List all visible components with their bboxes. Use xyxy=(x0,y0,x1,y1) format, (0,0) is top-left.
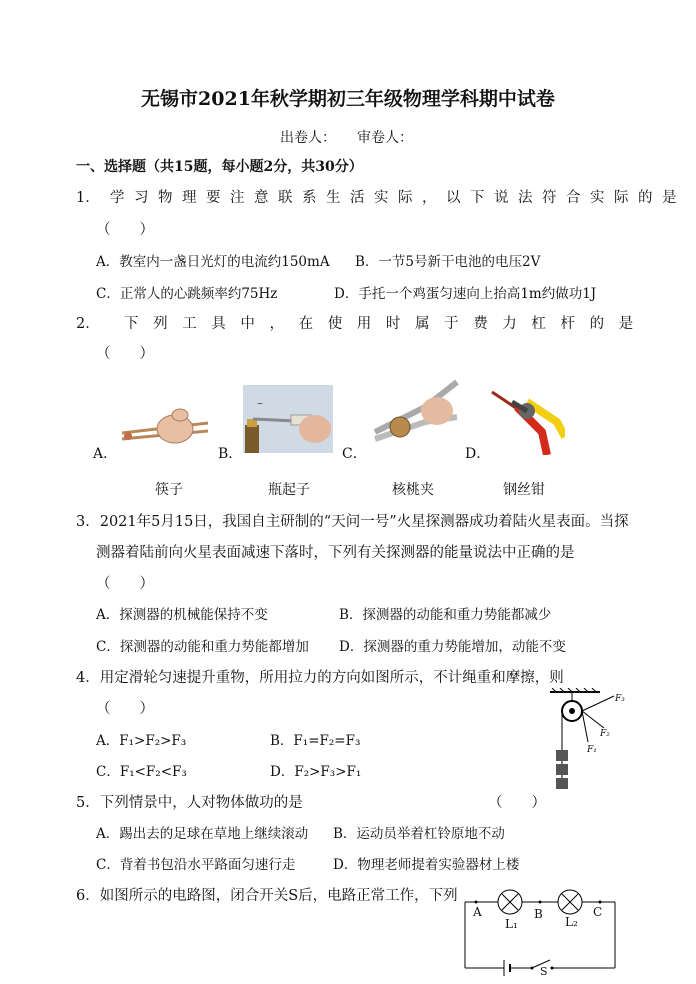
q3-option-c: C．探测器的动能和重力势能都增加 xyxy=(96,639,309,655)
q2-caption-d: 钢丝钳 xyxy=(503,482,545,498)
q5-line1: 5．下列情景中，人对物体做功的是 xyxy=(76,795,303,811)
q2-letter-a: A． xyxy=(93,446,118,462)
q5-option-d: D．物理老师提着实验器材上楼 xyxy=(333,857,520,873)
q1-option-b: B．一节5号新干电池的电压2V xyxy=(355,254,541,270)
reviewer-label: 审卷人： xyxy=(357,130,413,146)
q1-number: 1． xyxy=(76,190,100,206)
q4-line1: 4．用定滑轮匀速提升重物，所用拉力的方向如图所示，不计绳重和摩擦，则 xyxy=(76,670,564,686)
q5-option-c: C．背着书包沿水平路面匀速行走 xyxy=(96,857,296,873)
section-heading: 一、选择题（共15题，每小题2分，共30分） xyxy=(76,159,363,175)
chopsticks-image xyxy=(120,393,210,453)
q4-option-b: B．F₁=F₂=F₃ xyxy=(270,733,361,749)
bottle-opener-image xyxy=(243,385,333,453)
q3-line2: 测器着陆前向火星表面减速下落时，下列有关探测器的能量说法中正确的是 xyxy=(96,545,575,561)
q2-letter-b: B． xyxy=(218,446,243,462)
q3-option-a: A．探测器的机械能保持不变 xyxy=(96,607,268,623)
q3-paren: （ ） xyxy=(96,576,154,592)
q1-option-a: A．教室内一盏日光灯的电流约150mA xyxy=(96,254,330,270)
q6-line1: 6．如图所示的电路图，闭合开关S后，电路正常工作，下列 xyxy=(76,888,458,904)
q2-number: 2． xyxy=(76,316,100,332)
q2-letter-c: C． xyxy=(342,446,367,462)
q5-paren: （ ） xyxy=(488,795,546,811)
label-f2: F₂ xyxy=(600,729,610,739)
circuit-label-s: S xyxy=(540,965,548,978)
page-title: 无锡市2021年秋学期初三年级物理学科期中试卷 xyxy=(141,88,555,110)
q2-stem: 下列工具中，在使用时属于费力杠杆的是 xyxy=(124,316,648,332)
q4-option-a: A．F₁>F₂>F₃ xyxy=(96,733,187,749)
q1-option-c: C．正常人的心跳频率约75Hz xyxy=(96,286,278,302)
q3-option-b: B．探测器的动能和重力势能都减少 xyxy=(339,607,552,623)
label-f1: F₁ xyxy=(587,745,597,755)
pliers-image xyxy=(487,377,565,455)
circuit-label-c: C xyxy=(593,905,603,919)
q3-line1: 3．2021年5月15日，我国自主研制的“天问一号”火星探测器成功着陆火星表面。当探 xyxy=(76,514,629,530)
q2-paren: （ ） xyxy=(96,346,154,362)
circuit-label-a: A xyxy=(473,905,482,919)
q1-paren: （ ） xyxy=(96,222,154,238)
label-f3: F₃ xyxy=(615,694,625,704)
q5-option-a: A．踢出去的足球在草地上继续滚动 xyxy=(96,826,309,842)
svg-text:~: ~ xyxy=(257,399,263,410)
q2-caption-c: 核桃夹 xyxy=(392,482,434,498)
circuit-label-l1: L₁ xyxy=(505,917,518,931)
nutcracker-image xyxy=(365,377,462,455)
q4-option-d: D．F₂>F₃>F₁ xyxy=(270,764,362,780)
circuit-label-b: B xyxy=(534,907,543,921)
author-label: 出卷人： xyxy=(280,130,336,146)
q2-letter-d: D． xyxy=(465,446,491,462)
q1-stem-text: 学习物理要注意联系生活实际，以下说法符合实际的是 xyxy=(110,190,686,206)
q1-stem xyxy=(110,186,686,207)
q1-option-d: D．手托一个鸡蛋匀速向上抬高1m约做功1J xyxy=(334,286,597,302)
q3-option-d: D．探测器的重力势能增加，动能不变 xyxy=(339,639,566,655)
q4-option-c: C．F₁<F₂<F₃ xyxy=(96,764,187,780)
q5-option-b: B．运动员举着杠铃原地不动 xyxy=(333,826,505,842)
circuit-label-l2: L₂ xyxy=(565,915,578,929)
q4-paren: （ ） xyxy=(96,701,154,717)
q2-caption-b: 瓶起子 xyxy=(268,482,310,498)
q2-caption-a: 筷子 xyxy=(155,482,183,498)
